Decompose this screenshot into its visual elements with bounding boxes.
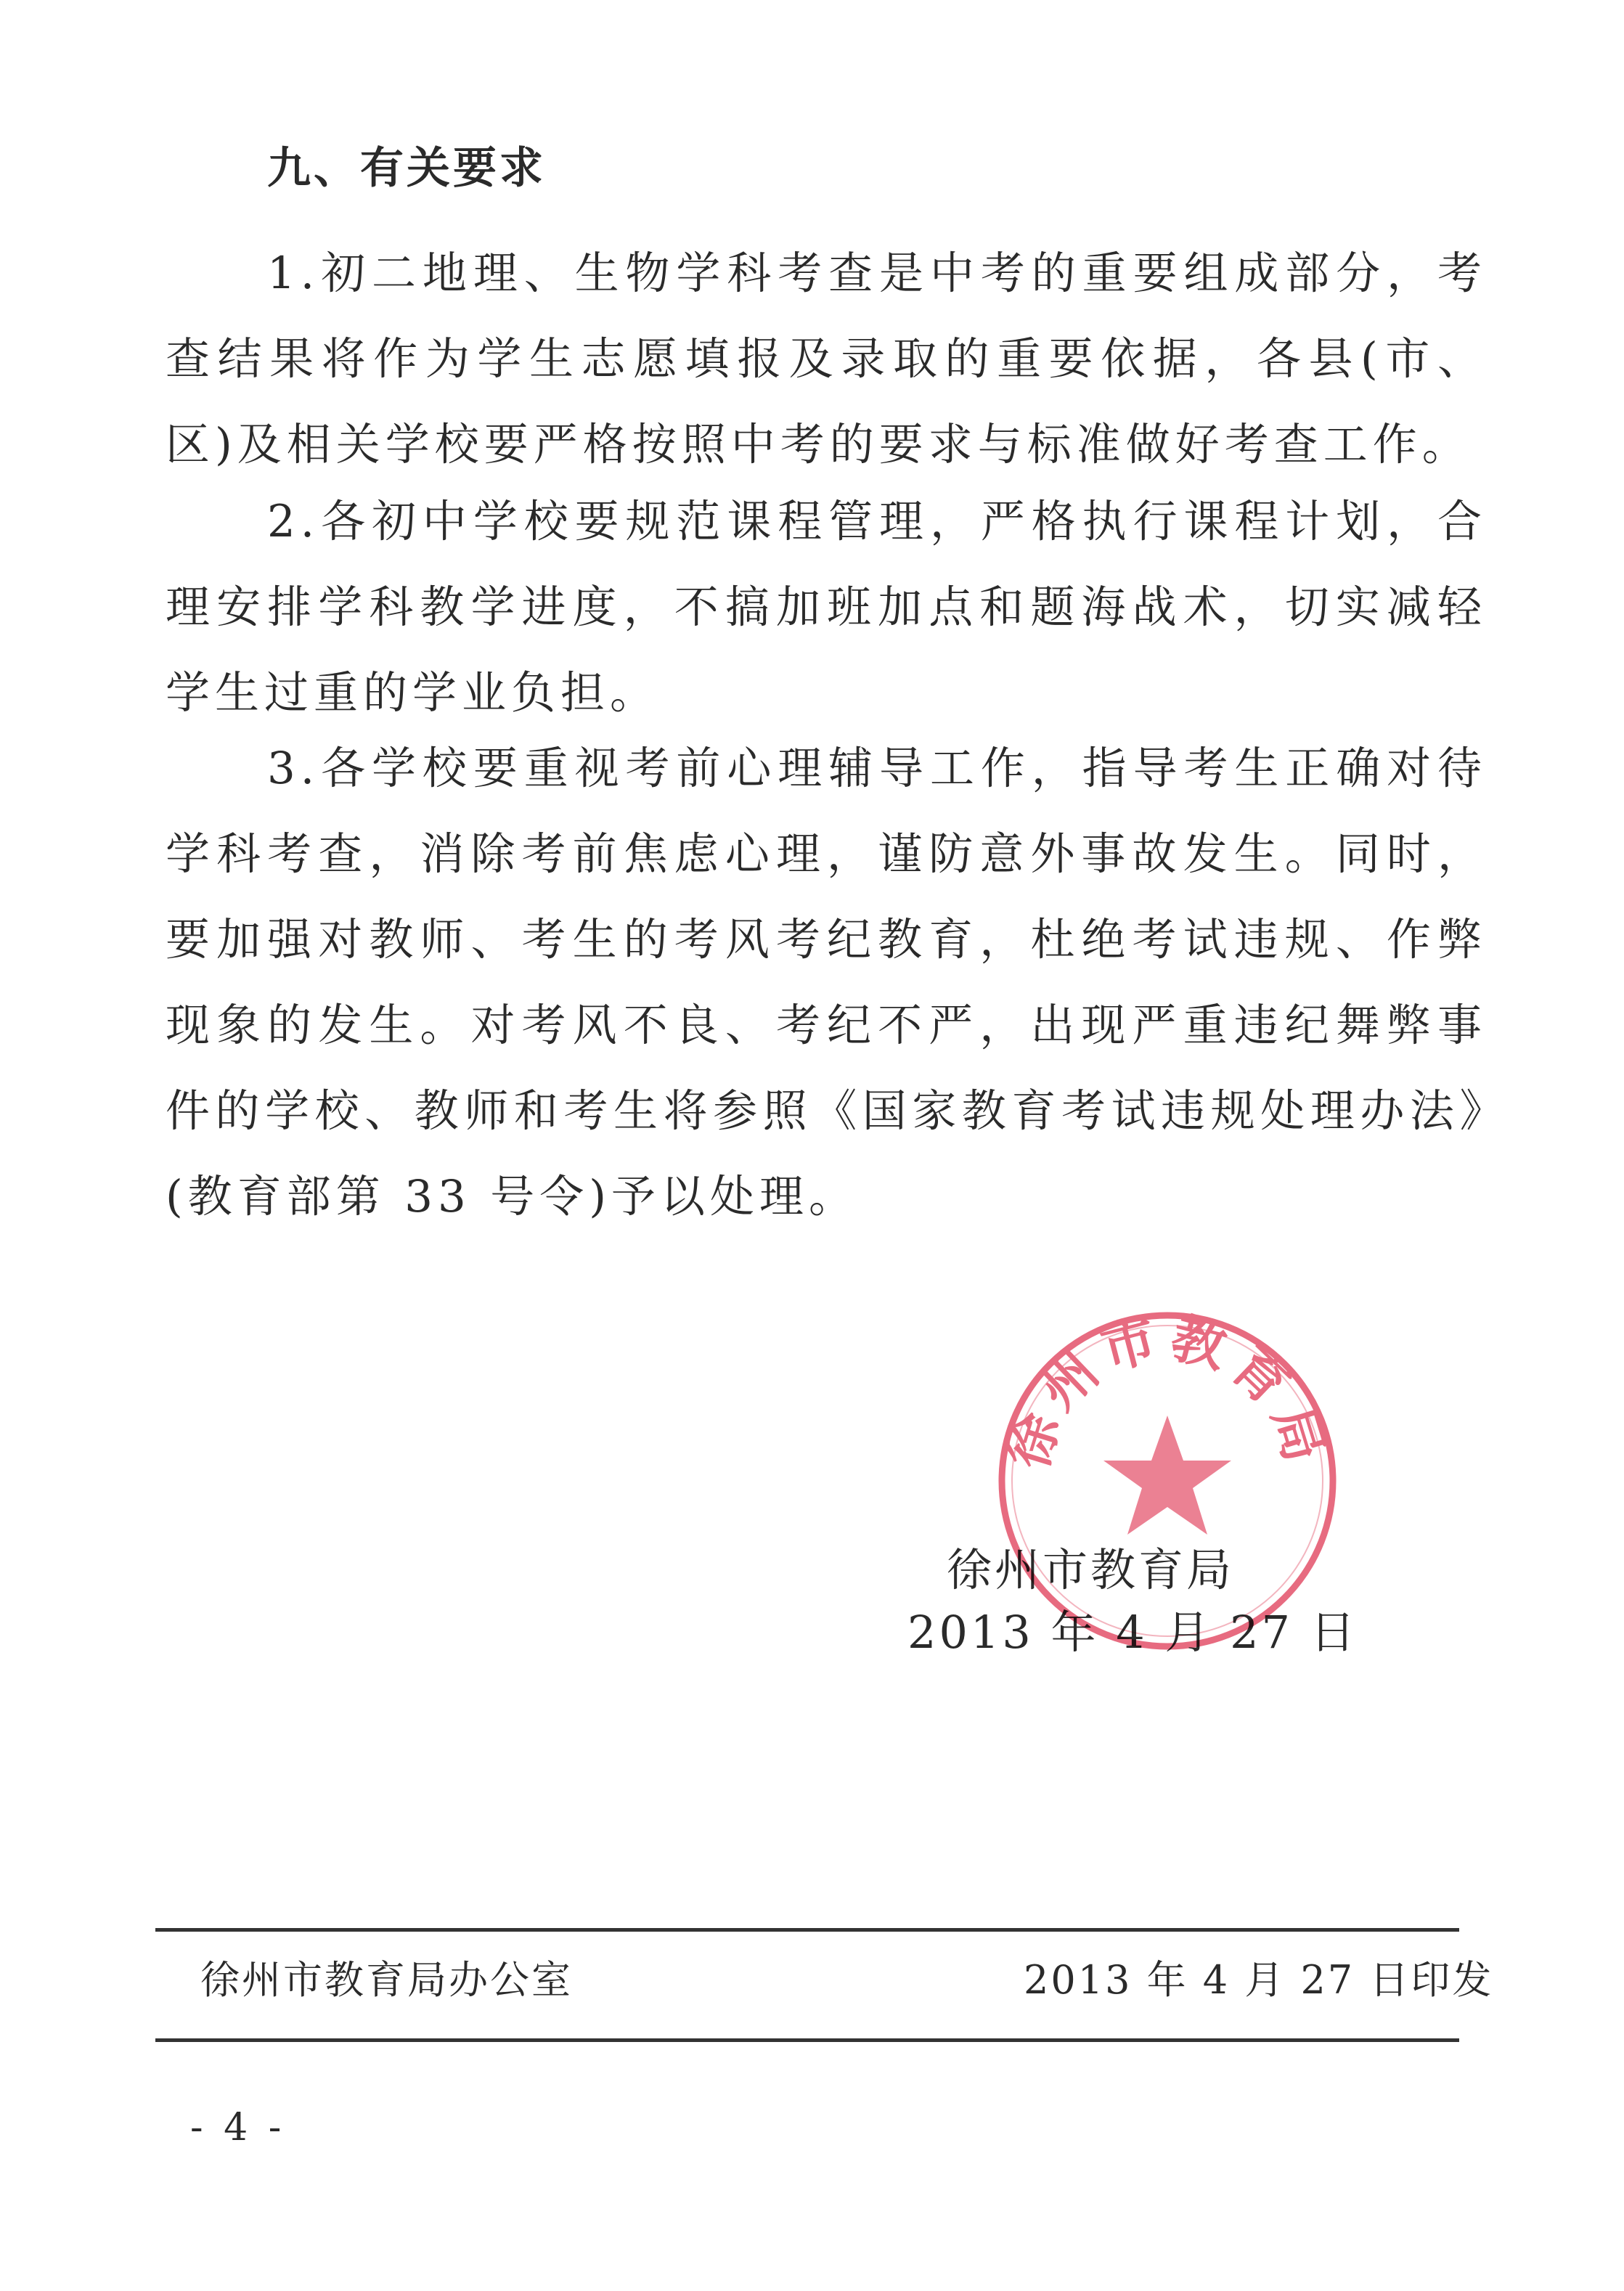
paragraph-2: 2.各初中学校要规范课程管理，严格执行课程计划，合理安排学科教学进度，不搞加班加点和题海战术，切实减轻学生过重的学业负担。 (166, 496, 1487, 719)
signature-date: 2013 年 4 月 27 日 (907, 1606, 1358, 1659)
footer-rule-top (155, 1928, 1459, 1932)
footer-issued-date: 2013 年 4 月 27 日印发 (1024, 1957, 1494, 2003)
svg-text:徐州市教育局: 徐州市教育局 (996, 1307, 1339, 1476)
footer-rule-bottom (155, 2038, 1459, 2042)
footer-issuer: 徐州市教育局办公室 (200, 1957, 573, 2003)
signature-organization: 徐州市教育局 (946, 1543, 1234, 1596)
official-seal-icon (993, 1307, 1342, 1655)
page-number: - 4 - (190, 2106, 286, 2149)
paragraph-3: 3.各学校要重视考前心理辅导工作，指导考生正确对待学科考查，消除考前焦虑心理，谨防意外事故发生。同时，要加强对教师、考生的考风考纪教育，杜绝考试违规、作弊现象的发生。对考风不良、考纪不严，出现严重违纪舞弊事件的学校、教师和考生将参照《国家教育考试违规处理办法》(教育部第 33 号令)予以处理。 (166, 743, 1487, 1222)
paragraph-1: 1.初二地理、生物学科考查是中考的重要组成部分，考查结果将作为学生志愿填报及录取的重要依据，各县(市、区)及相关学校要严格按照中考的要求与标准做好考查工作。 (166, 248, 1487, 470)
section-heading: 九、有关要求 (267, 143, 546, 194)
seal-star-icon (1103, 1416, 1231, 1535)
